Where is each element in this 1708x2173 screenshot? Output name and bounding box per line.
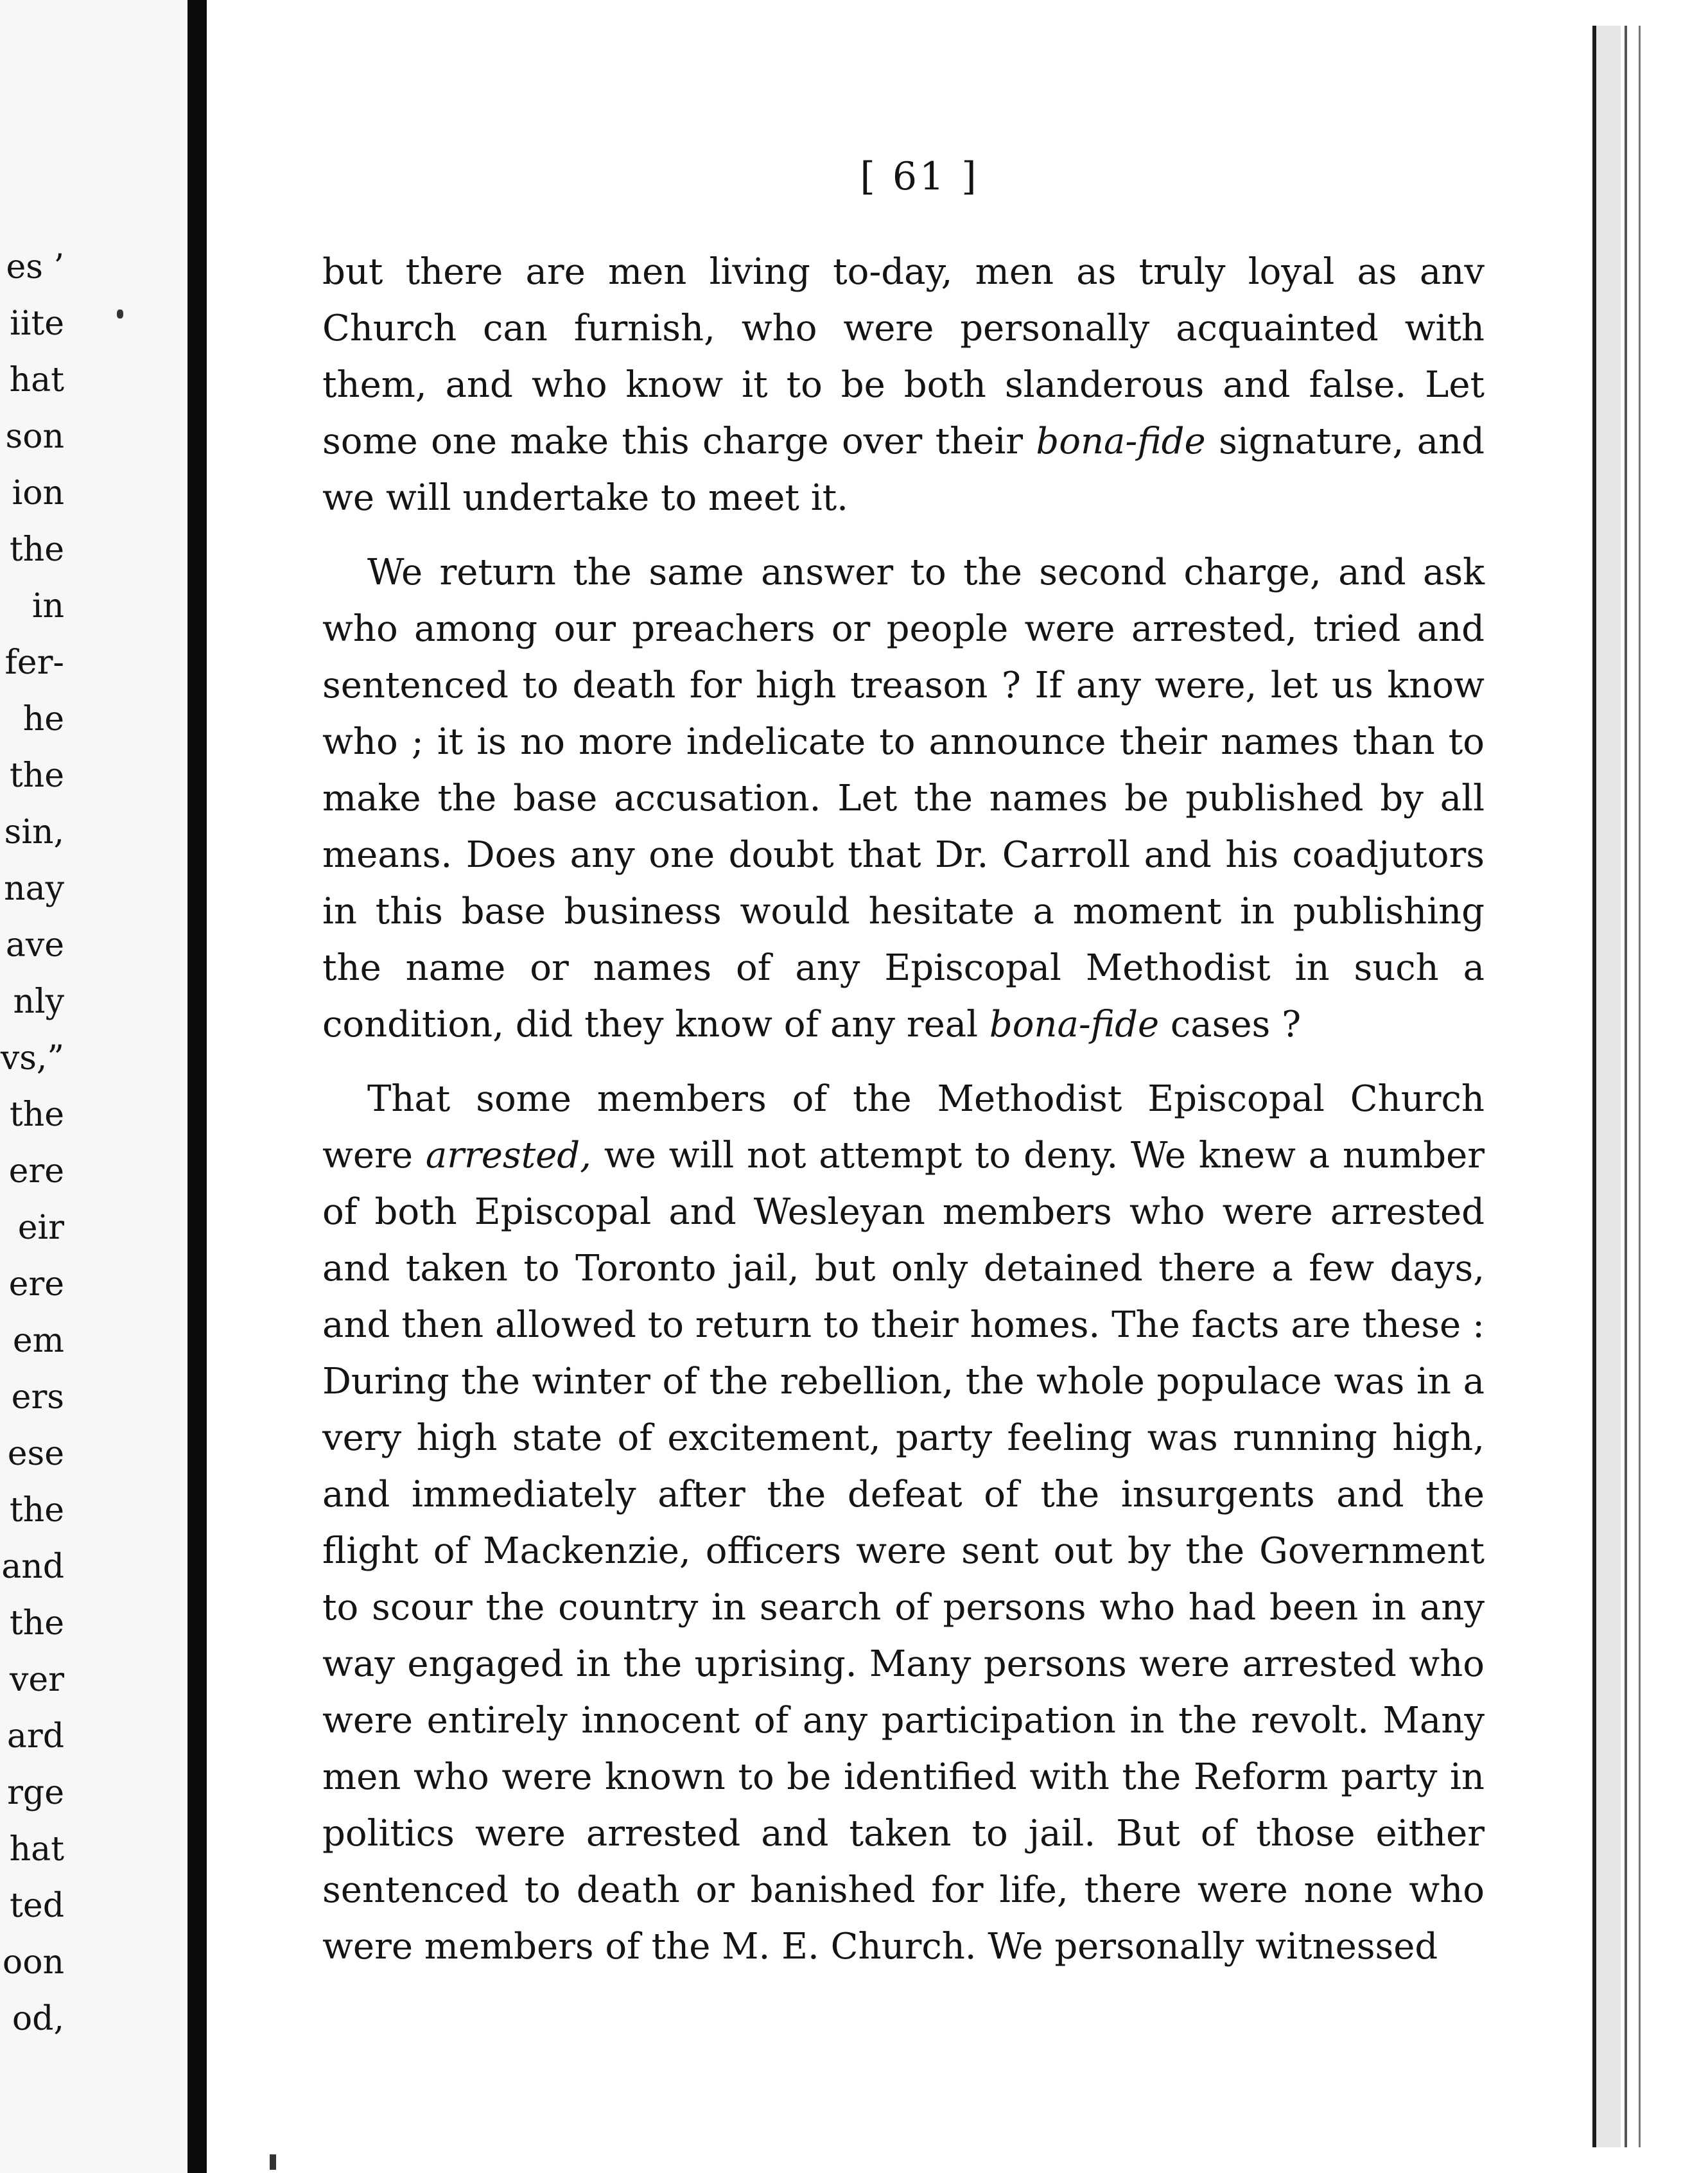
fragment-line: ave bbox=[5, 926, 64, 964]
fragment-line: em bbox=[12, 1322, 64, 1360]
fragment-line: the bbox=[9, 1095, 64, 1134]
fragment-line: nly bbox=[13, 982, 64, 1021]
fragment-line: ted bbox=[10, 1887, 64, 1925]
paragraph-text: but there are men living to-day, men as truly loyal as anv Church can furnish, who were personally acquainted with them, and who know it to be both slanderous and false. Let some one make this charge over their bbox=[322, 251, 1485, 462]
fragment-line: ion bbox=[12, 474, 64, 512]
fragment-line: ere bbox=[8, 1152, 64, 1191]
fragment-line: eir bbox=[17, 1209, 64, 1247]
paragraph-text: signature, and we will undertake to meet it. bbox=[322, 421, 1485, 519]
paragraph-text: We return the same answer to the second charge, and ask who among our preachers or people were arrested, tried and sentenced to death for high treason ? If any were, let us know who ; it is no more indelicate to announce their names than to make the base accusation. Let the names be published by all means. Does any one doubt that Dr. Carroll and his coadjutors in this base business would hesitate a moment in publishing the name or names of any Episcopal Methodist in such a condition, did they know of any real bbox=[322, 552, 1485, 1045]
fragment-line: in bbox=[31, 587, 64, 625]
fragment-line: hat bbox=[9, 361, 64, 399]
paragraph-text: we will not attempt to deny. We knew a number of both Episcopal and Wesleyan members who were arrested and taken to Toronto jail, but only detained there a few days, and then allowed to return to their homes. The facts are these : During the winter of the rebellion, the whole populace was in a very high state of excitement, party feeling was running high, and immediately after the defeat of the insurgents and the flight of Mackenzie, officers were sent out by the Government to scour the country in search of persons who had been in any way engaged in the uprising. Many persons were arrested who were entirely innocent of any participation in the revolt. Many men who were known to be identified with the Reform party in politics were arrested and taken to jail. But of those either sentenced to death or banished for life, there were none who were members of the M. E. Church. We personally witnessed bbox=[322, 1135, 1485, 1968]
fragment-line: es ’ bbox=[6, 248, 64, 286]
fragment-line: ard bbox=[6, 1717, 64, 1756]
italic-term: bona-fide bbox=[1036, 421, 1206, 462]
fragment-line: ese bbox=[7, 1435, 64, 1473]
fragment-line: ers bbox=[11, 1378, 64, 1417]
fragment-line: and bbox=[1, 1548, 64, 1586]
fragment-line: nay bbox=[4, 869, 64, 908]
fragment-line: hat bbox=[9, 1830, 64, 1869]
facing-page-text-fragments bbox=[0, 239, 64, 2047]
book-gutter bbox=[187, 0, 207, 2173]
facing-page bbox=[0, 0, 187, 2173]
edge-line bbox=[1625, 26, 1627, 2147]
italic-term: arrested, bbox=[425, 1135, 591, 1176]
paragraph-text: cases ? bbox=[1159, 1004, 1302, 1045]
fragment-line: the bbox=[9, 756, 64, 795]
fragment-line: the bbox=[9, 1604, 64, 1643]
fragment-line: oon bbox=[2, 1943, 64, 1982]
fragment-line: ver bbox=[9, 1661, 64, 1699]
edge-line bbox=[1639, 26, 1641, 2147]
fragment-line: fer- bbox=[4, 643, 64, 682]
fragment-line: iite bbox=[10, 304, 64, 343]
fragment-line: the bbox=[9, 530, 64, 569]
paragraph-text: That some members of the Methodist Episcopal Church were bbox=[322, 1078, 1485, 1176]
scan-mark bbox=[270, 2154, 276, 2170]
fragment-line: od, bbox=[12, 2000, 64, 2038]
fragment-line: rge bbox=[7, 1774, 64, 1812]
fragment-line: he bbox=[22, 700, 64, 738]
page-number: [ 61 ] bbox=[860, 154, 979, 199]
fragment-line: son bbox=[5, 417, 64, 456]
book-page bbox=[207, 0, 1592, 2173]
ink-speck bbox=[117, 310, 123, 319]
fragment-line: sin, bbox=[4, 813, 64, 851]
fragment-line: vs,” bbox=[0, 1039, 64, 1078]
edge-shadow bbox=[1595, 26, 1621, 2147]
page-edge-stack bbox=[1592, 0, 1708, 2173]
fragment-line: the bbox=[9, 1491, 64, 1530]
paragraph-1 bbox=[322, 244, 1485, 527]
page-body bbox=[322, 244, 1485, 1993]
paragraph-3 bbox=[322, 1071, 1485, 1975]
edge-line bbox=[1592, 26, 1596, 2147]
fragment-line: ere bbox=[8, 1265, 64, 1304]
paragraph-2 bbox=[322, 545, 1485, 1053]
italic-term: bona-fide bbox=[989, 1004, 1160, 1045]
